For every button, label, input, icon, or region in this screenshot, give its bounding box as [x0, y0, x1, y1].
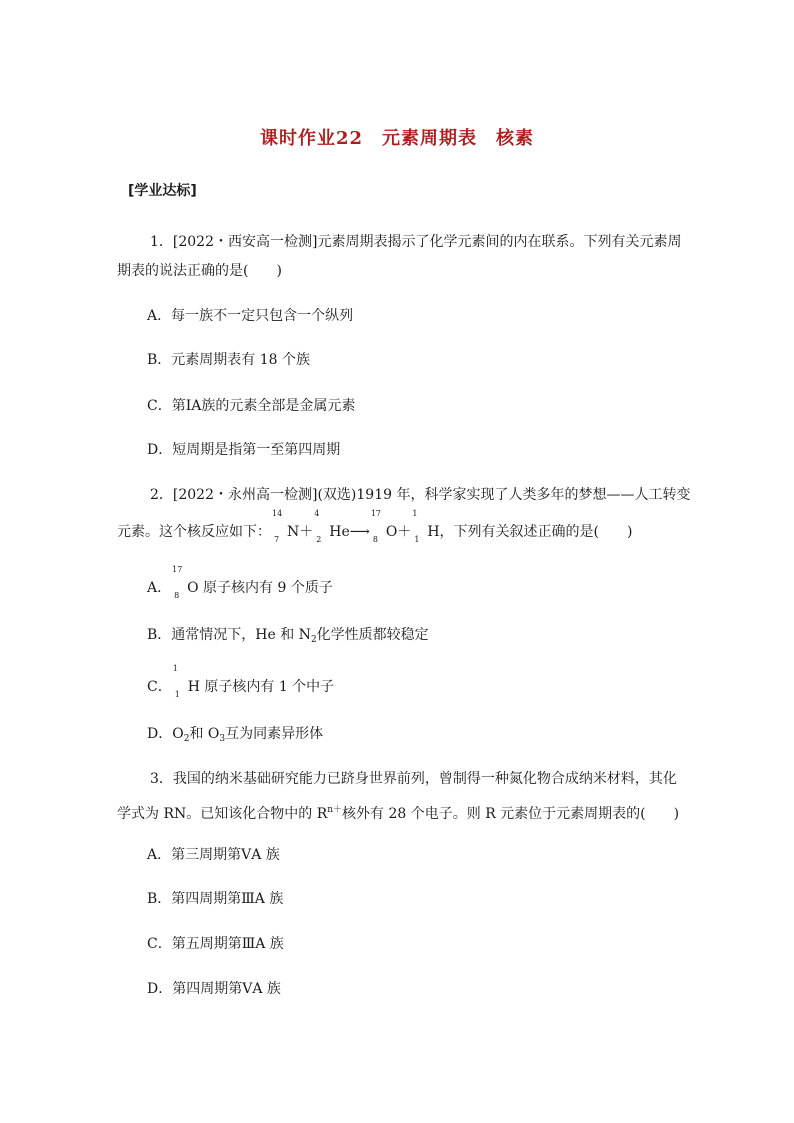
- hydrogen-symbol: H，下列有关叙述正确的是( ): [427, 524, 633, 540]
- q3-option-a: A．第三周期第ⅤA 族: [147, 847, 280, 863]
- q2-stem-prefix: 元素。这个核反应如下：: [117, 524, 271, 540]
- q3-option-b: B．第四周期第ⅢA 族: [147, 891, 284, 907]
- q2-stem-line2: [117, 509, 633, 544]
- section-heading: [学业达标]: [128, 183, 197, 199]
- q2-option-d: D．$O_2$和 $O_3$互为同素异形体: [147, 726, 324, 744]
- helium-symbol: He⟶: [329, 524, 370, 540]
- q1-option-a: A．每一族不一定只包含一个纵列: [147, 308, 354, 324]
- page-title: 课时作业22 元素周期表 核素: [259, 128, 535, 149]
- q1-stem-line1: 1．[2022・西安高一检测]元素周期表揭示了化学元素间的内在联系。下列有关元素周: [150, 234, 682, 250]
- helium-isotope: 4 2: [314, 509, 322, 544]
- nitrogen-symbol: N＋: [287, 524, 314, 540]
- q3-option-d: D．第四周期第ⅤA 族: [147, 981, 281, 997]
- q2-stem-line1: 2．[2022・永州高一检测](双选)1919 年，科学家实现了人类多年的梦想——人工转变: [150, 487, 691, 503]
- q1-option-c: C．第ⅠA族的元素全部是金属元素: [147, 398, 356, 414]
- q3-stem-line1: 3．我国的纳米基础研究能力已跻身世界前列，曾制得一种氮化物合成纳米材料，其化: [150, 771, 677, 787]
- oxygen17-isotope: 17 8: [172, 565, 183, 600]
- hydrogen1-isotope: 1 1: [172, 664, 180, 699]
- q1-option-d: D．短周期是指第一至第四周期: [147, 442, 341, 458]
- q1-stem-line2: 期表的说法正确的是( ): [117, 263, 282, 279]
- nitrogen-isotope: 14 7: [272, 509, 283, 544]
- hydrogen-isotope: 1 1: [412, 509, 420, 544]
- q2-option-c: C． 1 1 H 原子核内有 1 个中子: [147, 664, 335, 699]
- oxygen-symbol: O＋: [385, 524, 412, 540]
- oxygen-isotope: 17 8: [370, 509, 382, 544]
- q3-option-c: C．第五周期第ⅢA 族: [147, 936, 284, 952]
- q2-option-b: B．通常情况下，He 和 $N_2$化学性质都较稳定: [147, 627, 429, 645]
- q3-stem-line2: 学式为 RN。已知该化合物中的 $R^{n+}$核外有 28 个电子。则 R 元素位于元素周期表的( ): [117, 805, 680, 822]
- q1-option-b: B．元素周期表有 18 个族: [147, 352, 311, 368]
- q2-option-a: A． 17 8 O 原子核内有 9 个质子: [147, 565, 333, 600]
